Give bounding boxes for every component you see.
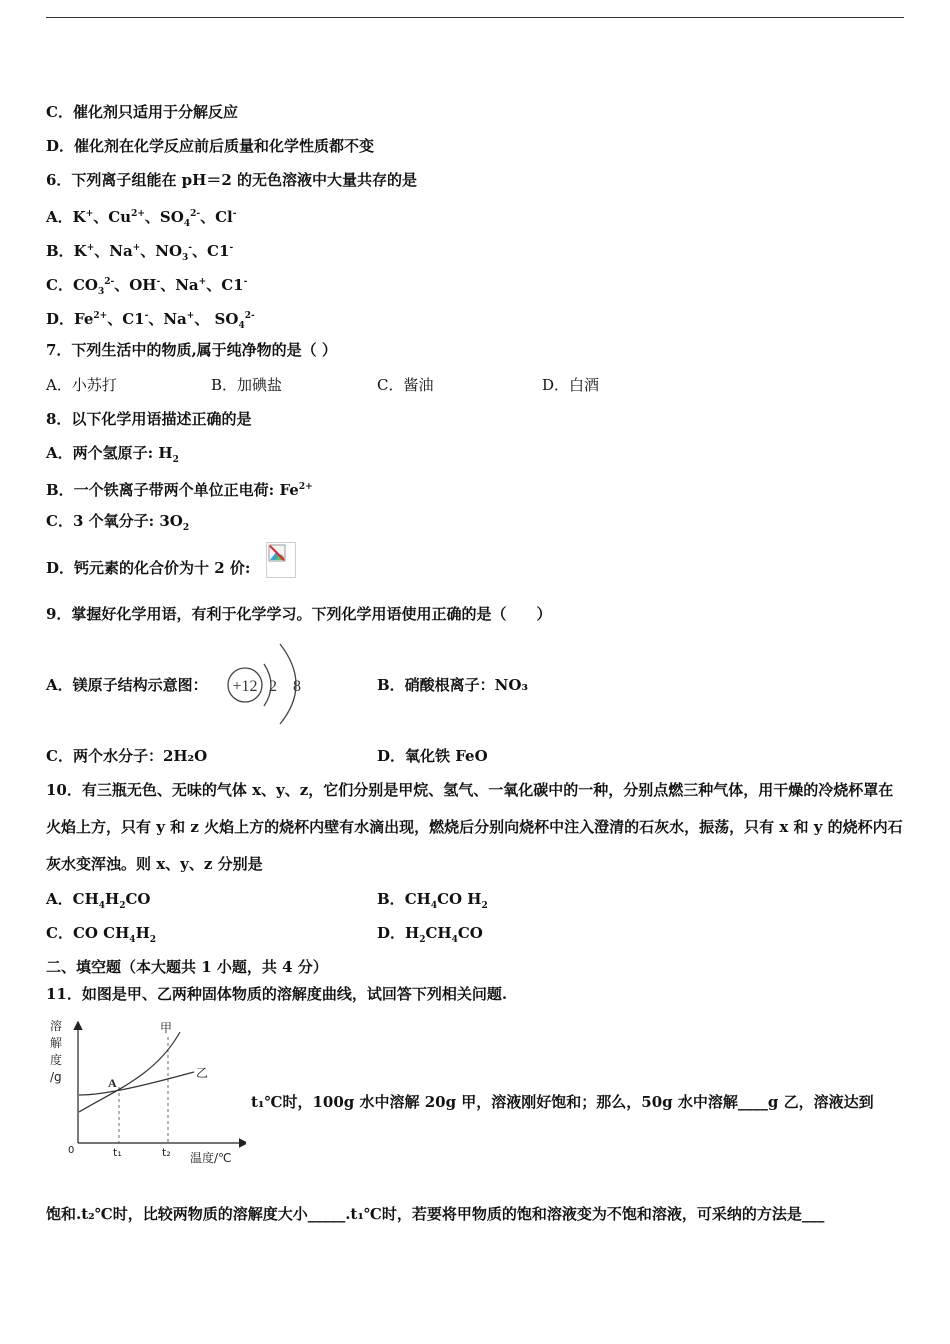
question-9: 9．掌握好化学用语，有利于化学学习。下列化学用语使用正确的是（ ）	[46, 605, 552, 623]
q9-option-b: B．硝酸根离子：NO₃	[377, 676, 529, 694]
q7-option-b: B．加碘盐	[211, 376, 283, 394]
y-label-2: 解	[50, 1036, 63, 1050]
q10-option-a: A．$CH_4H_2CO$	[46, 890, 151, 911]
t1-tick-label: t₁	[113, 1146, 122, 1159]
q7-option-c: C．酱油	[377, 376, 434, 394]
header-rule	[46, 17, 904, 18]
atom-shell-2: 8	[293, 678, 301, 695]
section-2-heading: 二、填空题（本大题共 1 小题，共 4 分）	[46, 958, 328, 976]
q6-option-c: C．$CO_3^{2-}$、OH-、Na+、C1-	[46, 276, 248, 297]
q5-option-d: D．催化剂在化学反应前后质量和化学性质都不变	[46, 137, 375, 155]
q6-option-a: A．K+、$Cu^{2+}$、$SO_4^{2-}$、Cl-	[46, 208, 237, 229]
y-label-4: /g	[50, 1070, 62, 1084]
curve-yi	[79, 1072, 194, 1095]
point-a-label: A	[108, 1076, 117, 1090]
y-label-1: 溶	[50, 1019, 63, 1033]
question-10: 10．有三瓶无色、无味的气体 x、y、z，它们分别是甲烷、氢气、一氧化碳中的一种，分别点燃三种气体，用干燥的冷烧杯罩在火焰上方，只有 y 和 z 火焰上方的烧杯内壁有水滴出现，燃烧后分别向烧杯中注入澄清的石灰水，振荡，只有 x 和 y 的烧杯内石灰水变浑浊。则 x、y、z 分别是	[46, 781, 903, 873]
q5-option-c: C．催化剂只适用于分解反应	[46, 103, 238, 121]
q8-option-b: B．一个铁离子带两个单位正电荷: $Fe^{2+}$	[46, 481, 313, 499]
q6-option-d: D．$Fe^{2+}$、C1-、Na+、 $SO_4^{2-}$	[46, 310, 255, 331]
x-axis-label: 温度/℃	[190, 1151, 232, 1165]
origin-label: 0	[68, 1145, 75, 1156]
curve-jia	[79, 1032, 180, 1112]
y-label-3: 度	[50, 1053, 63, 1067]
t2-tick-label: t₂	[162, 1146, 171, 1159]
atom-shell-1: 2	[269, 678, 277, 695]
q10-option-c: C．CO $CH_4H_2$	[46, 924, 157, 945]
curve-jia-label: 甲	[160, 1021, 173, 1035]
q7-option-a: A．小苏打	[46, 376, 117, 394]
q8-option-d: D．钙元素的化合价为十 2 价:	[46, 559, 251, 577]
q9-option-a: A．镁原子结构示意图：	[46, 676, 208, 694]
curve-yi-label: 乙	[196, 1066, 209, 1080]
atom-nucleus: +12	[232, 678, 258, 695]
question-11-text-line-2: 饱和.t₂℃时，比较两物质的溶解度大小_____.t₁℃时，若要将甲物质的饱和溶液变为不饱和溶液，可采纳的方法是___	[46, 1205, 825, 1223]
question-11-text-line-1: t₁℃时，100g 水中溶解 20g 甲，溶液刚好饱和；那么，50g 水中溶解____g 乙，溶液达到	[251, 1093, 874, 1111]
broken-image-icon	[266, 542, 296, 578]
question-11: 11．如图是甲、乙两种固体物质的溶解度曲线，试回答下列相关问题.	[46, 985, 508, 1003]
q6-option-b: B．K+、Na+、$NO_3^-$、C1-	[46, 242, 234, 263]
q7-option-d: D．白酒	[542, 376, 600, 394]
q8-option-a: A．两个氢原子: $H_2$	[46, 444, 179, 465]
q9-option-d: D．氧化铁 FeO	[377, 747, 488, 765]
q9-option-c: C．两个水分子：2H₂O	[46, 747, 208, 765]
question-6: 6．下列离子组能在 pH＝2 的无色溶液中大量共存的是	[46, 171, 417, 189]
magnesium-atom-diagram	[224, 640, 314, 726]
q8-option-c: C．3 个氧分子: $3O_2$	[46, 512, 190, 533]
q10-option-b: B．$CH_4CO$ $H_2$	[377, 890, 488, 911]
q10-option-d: D．$H_2CH_4CO$	[377, 924, 483, 945]
question-7: 7．下列生活中的物质,属于纯净物的是（ ）	[46, 341, 337, 359]
question-8: 8．以下化学用语描述正确的是	[46, 410, 252, 428]
solubility-curve-graph	[46, 1015, 246, 1170]
